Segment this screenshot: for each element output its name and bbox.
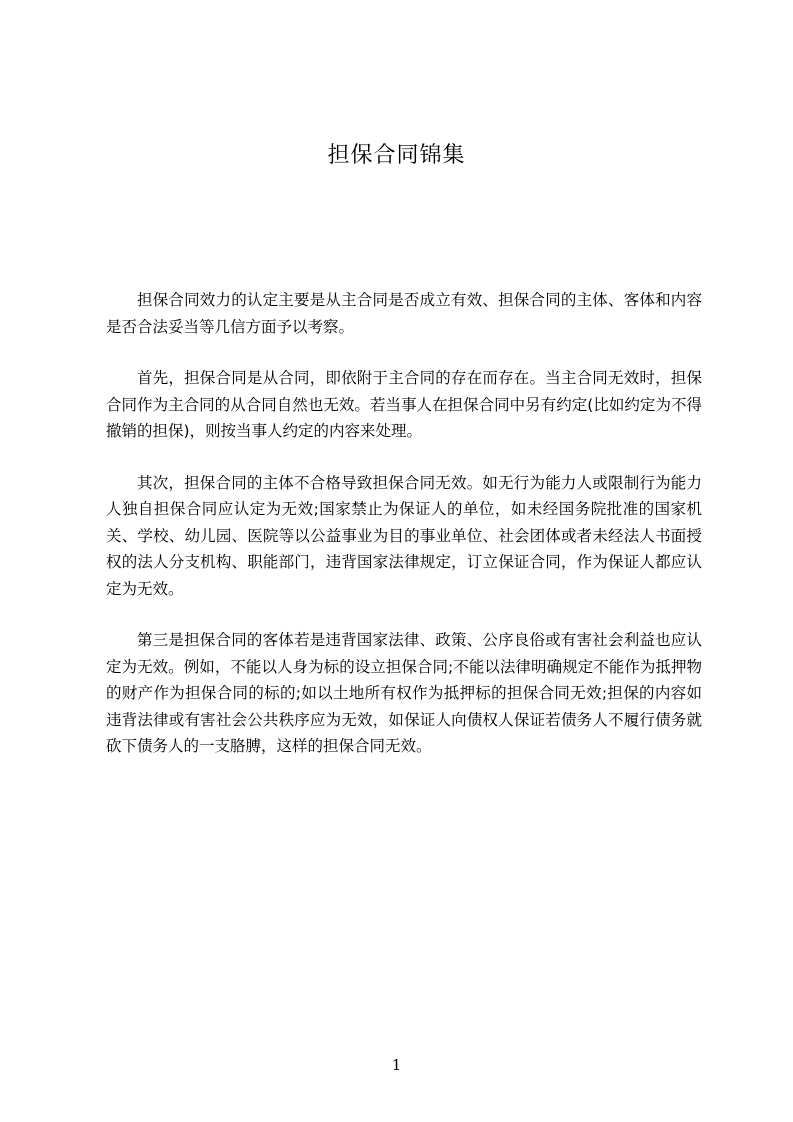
paragraph-first-point: 首先，担保合同是从合同，即依附于主合同的存在而存在。当主合同无效时，担保合同作为主合同的从合同自然也无效。若当事人在担保合同中另有约定(比如约定为不得撤销的担保)，则按当事人约定的内容来处理。 — [106, 369, 702, 440]
paragraph-third-point: 第三是担保合同的客体若是违背国家法律、政策、公序良俗或有害社会利益也应认定为无效。例如，不能以人身为标的设立担保合同;不能以法律明确规定不能作为抵押物的财产作为担保合同的标的;如以土地所有权作为抵押标的担保合同无效;担保的内容如违背法律或有害社会公共秩序应为无效，如保证人向债权人保证若债务人不履行债务就砍下债务人的一支胳膊，这样的担保合同无效。 — [106, 631, 702, 755]
paragraph-intro: 担保合同效力的认定主要是从主合同是否成立有效、担保合同的主体、客体和内容是否合法妥当等几信方面予以考察。 — [106, 291, 702, 336]
paragraph-second-point: 其次，担保合同的主体不合格导致担保合同无效。如无行为能力人或限制行为能力人独自担保合同应认定为无效;国家禁止为保证人的单位，如未经国务院批准的国家机关、学校、幼儿园、医院等以公益事业为目的事业单位、社会团体或者未经法人书面授权的法人分支机构、职能部门，违背国家法律规定，订立保证合同，作为保证人都应认定为无效。 — [106, 473, 702, 598]
document-title: 担保合同锦集 — [327, 143, 466, 168]
document-body — [106, 287, 702, 785]
page-number: 1 — [391, 1056, 402, 1074]
